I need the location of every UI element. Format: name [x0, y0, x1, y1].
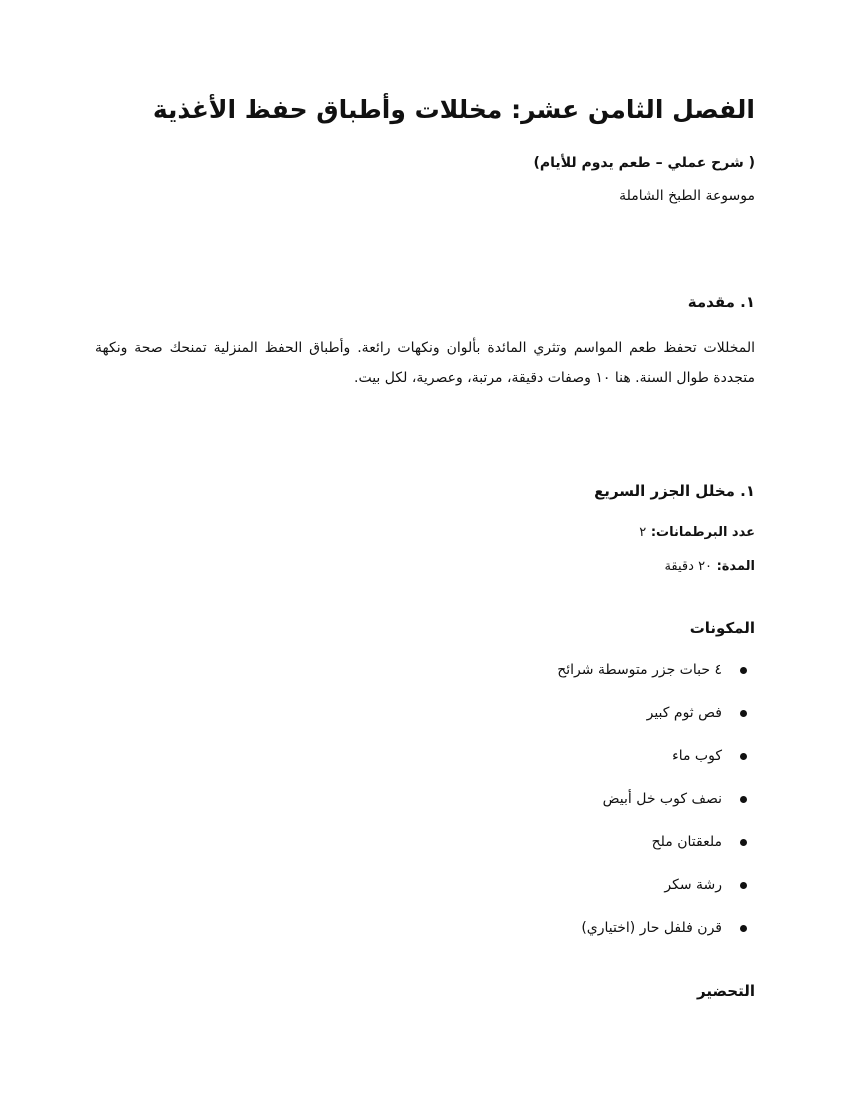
- document-page: [95, 0, 755, 1100]
- ingredient-text: قرن فلفل حار (اختياري): [581, 920, 722, 936]
- ingredient-text: ملعقتان ملح: [651, 834, 722, 850]
- preparation-heading: التحضير: [697, 982, 755, 1000]
- duration-value: ٢٠ دقيقة: [664, 559, 713, 574]
- bullet-icon: [740, 839, 747, 846]
- list-item: [95, 870, 755, 913]
- duration-line: [95, 557, 755, 577]
- bullet-icon: [740, 925, 747, 932]
- list-item: [95, 655, 755, 698]
- chapter-title: الفصل الثامن عشر: مخللات وأطباق حفظ الأغذية: [152, 95, 755, 124]
- list-item: [95, 913, 755, 956]
- ingredient-text: نصف كوب خل أبيض: [602, 791, 722, 807]
- ingredient-text: ٤ حبات جزر متوسطة شرائح: [557, 662, 722, 678]
- bullet-icon: [740, 667, 747, 674]
- bullet-icon: [740, 796, 747, 803]
- intro-heading: ١. مقدمة: [687, 293, 755, 311]
- list-item: [95, 827, 755, 870]
- list-item: [95, 741, 755, 784]
- servings-line: [95, 523, 755, 543]
- book-name: موسوعة الطبخ الشاملة: [619, 188, 755, 204]
- ingredients-list: [95, 655, 755, 956]
- bullet-icon: [740, 753, 747, 760]
- list-item: [95, 784, 755, 827]
- list-item: [95, 698, 755, 741]
- chapter-subtitle: ( شرح عملي – طعم يدوم للأيام): [533, 155, 755, 171]
- bullet-icon: [740, 710, 747, 717]
- recipe-heading: ١. مخلل الجزر السريع: [594, 482, 755, 500]
- ingredient-text: رشة سكر: [664, 877, 722, 893]
- servings-label: عدد البرطمانات:: [650, 525, 755, 540]
- intro-paragraph: المخللات تحفظ طعم المواسم وتثري المائدة بألوان ونكهات رائعة. وأطباق الحفظ المنزلية تمنحك صحة ونكهة متجددة طوال السنة. هنا ١٠ وصفات دقيقة، مرتبة، وعصرية، لكل بيت.: [95, 340, 755, 386]
- ingredients-heading: المكونات: [689, 619, 755, 637]
- bullet-icon: [740, 882, 747, 889]
- ingredient-text: فص ثوم كبير: [646, 705, 722, 721]
- ingredient-text: كوب ماء: [672, 748, 722, 764]
- duration-label: المدة:: [716, 559, 755, 574]
- servings-value: ٢: [639, 525, 647, 540]
